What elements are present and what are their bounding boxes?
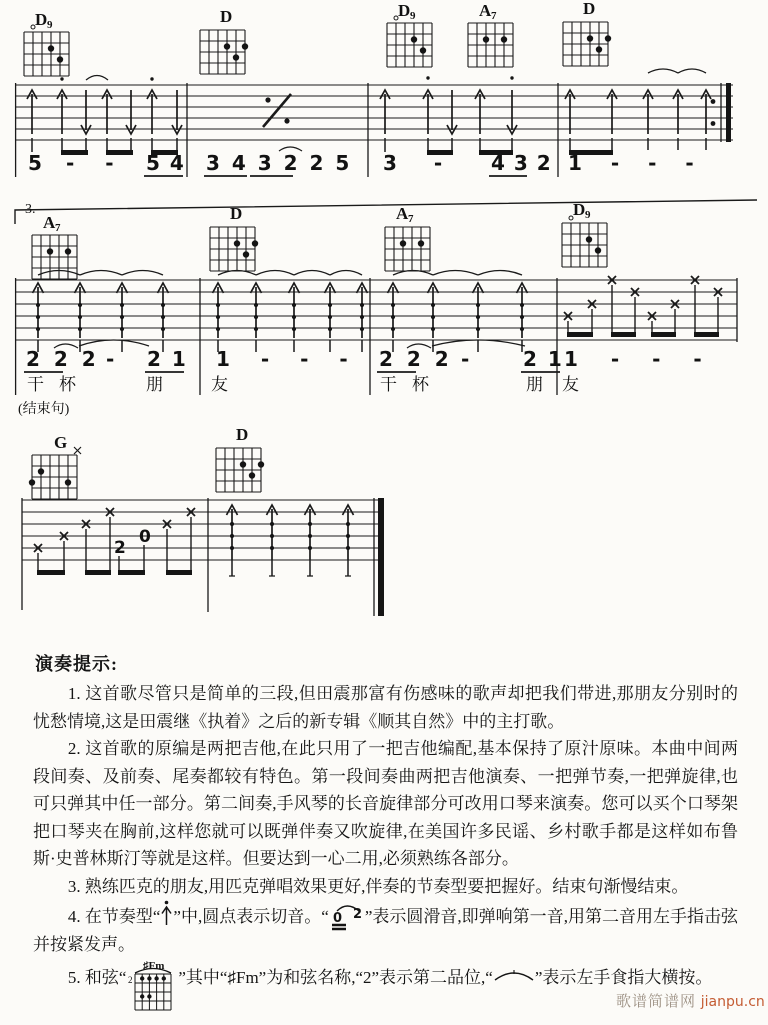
tab-system-3 bbox=[0, 420, 768, 645]
fm-chord-name: ♯Fm bbox=[227, 967, 259, 987]
tip-3: 3. 熟练匹克的朋友,用匹克弹唱效果更好,伴奏的节奏型要把握好。结束句渐慢结束。 bbox=[67, 876, 689, 896]
tip-1: 1. 这首歌尽管只是简单的三段,但田震那富有伤感味的歌声却把我们带进,那朋友分别时的忧愁情境,这是田震继《执着》之后的新专辑《顺其自然》中的主打歌。 bbox=[33, 684, 738, 731]
chord-label-sub: 7 bbox=[491, 10, 497, 22]
jianpu-measure: 3 4 3 2 2 5 bbox=[206, 151, 350, 175]
staff-lines bbox=[15, 85, 733, 140]
jianpu-numbers-row2 bbox=[24, 340, 702, 372]
lyric: 朋 bbox=[146, 375, 163, 394]
tip-4-text: 4. 在节奏型“ bbox=[67, 907, 161, 926]
tip-5-text: ”其中“ bbox=[178, 967, 228, 987]
tip-4 bbox=[33, 900, 738, 959]
tip-4-text: ”表示圆滑音,即弹响第一音,用第二音用左手指击弦并按紧发声。 bbox=[33, 907, 739, 954]
repeat-measure-sign bbox=[263, 94, 291, 127]
chord-label: D bbox=[230, 204, 243, 223]
slur-first-note: 0 bbox=[332, 911, 342, 926]
chord-diagram-d bbox=[210, 204, 258, 271]
chord-diagram-d bbox=[216, 425, 264, 492]
tie-arc bbox=[218, 271, 362, 276]
fret-position-label: 2 bbox=[128, 974, 133, 985]
jianpu-measure: 2 2 2 bbox=[379, 347, 449, 371]
strum-pattern-m4 bbox=[565, 69, 711, 155]
repeat-dot bbox=[711, 99, 716, 104]
staff-lines bbox=[22, 500, 384, 560]
jianpu-measure: - - bbox=[66, 151, 114, 175]
tie-arc bbox=[38, 271, 163, 276]
lyrics-row bbox=[27, 375, 579, 394]
chord-label: D bbox=[573, 200, 586, 219]
lyric: 友 bbox=[211, 375, 228, 394]
lyric: 干 bbox=[27, 375, 44, 394]
performance-tips-section bbox=[33, 650, 738, 1021]
strum-pattern-m3 bbox=[380, 76, 517, 155]
watermark-site-name: 歌谱简谱网 bbox=[616, 994, 697, 1010]
tie-arc bbox=[86, 76, 108, 81]
lyric: 干 bbox=[380, 375, 397, 394]
picking-pattern-m1 bbox=[34, 508, 195, 575]
repeat-dot bbox=[711, 121, 716, 126]
watermark bbox=[616, 990, 765, 1011]
tips-heading: 演奏提示: bbox=[35, 654, 118, 674]
jianpu-measure: 4 3 2 bbox=[491, 151, 551, 175]
jianpu-measure: 5 4 bbox=[146, 151, 184, 175]
fm-chord-diagram bbox=[126, 959, 178, 1021]
lyric: 友 bbox=[562, 375, 579, 394]
jianpu-measure: 2 1 bbox=[147, 347, 186, 371]
staccato-dot bbox=[426, 76, 429, 79]
jianpu-measure: - bbox=[461, 347, 470, 371]
chord-label-sub: 7 bbox=[55, 222, 61, 234]
staff-lines bbox=[15, 280, 737, 340]
lyric: 杯 bbox=[59, 375, 76, 394]
tie-arc bbox=[648, 69, 706, 73]
chord-diagram-a7 bbox=[468, 1, 513, 67]
slur-notation-icon bbox=[329, 901, 365, 931]
staccato-dot bbox=[60, 77, 63, 80]
jianpu-measure: 1 - - - bbox=[564, 347, 702, 371]
tab-fret-number: 0 bbox=[139, 527, 151, 547]
jianpu-measure: 2 1 bbox=[523, 347, 562, 371]
chord-label-sub: 7 bbox=[408, 213, 414, 225]
volta-label: 3. bbox=[25, 202, 36, 217]
chord-diagram-d9 bbox=[387, 1, 432, 67]
ending-phrase-label: (结束句) bbox=[18, 402, 70, 417]
chord-label: D bbox=[236, 425, 249, 444]
chord-label-sub: 9 bbox=[585, 209, 591, 221]
watermark-site-url: jianpu.cn bbox=[700, 994, 765, 1010]
chord-label: D bbox=[583, 0, 596, 18]
volta-bracket bbox=[15, 200, 757, 224]
staccato-dot bbox=[510, 76, 513, 79]
barre-symbol-icon bbox=[493, 969, 535, 982]
tip-2: 2. 这首歌的原编是两把吉他,在此只用了一把吉他编配,基本保持了原汁原味。本曲中间两段间奏、及前奏、尾奏都较有特色。第一段间奏曲两把吉他演奏、一把弹节奏,一把弹旋律,也可只弹其中任一部分。第二间奏,手风琴的长音旋律部分可改用口琴来演奏。您可以买个口琴架把口琴夹在胸前,这样您就可以既弹伴奏又吹旋律,在美国许多民谣、乡村歌手都是这样如布鲁斯·史普林斯汀等就是这样。但要达到一心二用,必须熟练各部分。 bbox=[33, 739, 738, 868]
tip-5-text: ”为和弦名称,“2”表示第二品位,“ bbox=[258, 967, 493, 987]
chord-diagram-a7 bbox=[32, 213, 77, 279]
jianpu-measure: - bbox=[106, 347, 115, 371]
jianpu-measure: 3 - bbox=[383, 151, 443, 175]
jianpu-measure: 1 - - - bbox=[216, 347, 348, 371]
barlines bbox=[22, 498, 384, 616]
chord-label: A bbox=[479, 1, 492, 20]
chord-label: D bbox=[35, 10, 48, 29]
tab-system-2 bbox=[0, 185, 768, 420]
chord-label: D bbox=[398, 1, 411, 20]
tip-4-text: ”中,圆点表示切音。“ bbox=[173, 907, 329, 926]
chord-diagram-d bbox=[200, 7, 248, 74]
lyric: 杯 bbox=[412, 375, 429, 394]
chord-label: ♯Fm bbox=[143, 959, 165, 972]
strum-pattern-m1 bbox=[27, 76, 182, 156]
chord-label: A bbox=[43, 213, 56, 232]
tip-5-text: ”表示左手食指大横按。 bbox=[534, 967, 713, 987]
tab-fret-number: 2 bbox=[114, 538, 126, 558]
chord-diagram-g bbox=[29, 433, 81, 499]
jianpu-measure: 5 bbox=[28, 151, 42, 175]
jianpu-measure: 1 - - - bbox=[568, 151, 694, 175]
jianpu-measure: 2 2 2 bbox=[26, 347, 96, 371]
tip-5-text: 5. 和弦“ bbox=[67, 967, 127, 987]
chord-label: D bbox=[220, 7, 233, 26]
chord-label: G bbox=[54, 433, 68, 452]
chord-diagram-d9 bbox=[24, 10, 69, 76]
lyric: 朋 bbox=[526, 375, 543, 394]
slur-second-note: 2 bbox=[352, 907, 362, 922]
chord-diagram-d bbox=[563, 0, 611, 66]
chord-label: A bbox=[396, 204, 409, 223]
chord-label-sub: 9 bbox=[410, 10, 416, 22]
chord-diagram-d9 bbox=[562, 200, 607, 267]
chord-diagram-a7 bbox=[385, 204, 430, 271]
chord-label-sub: 9 bbox=[47, 19, 53, 31]
strum-arrow-with-dot-icon bbox=[160, 900, 173, 926]
strum-pattern-m2 bbox=[227, 505, 354, 576]
mute-string-mark bbox=[74, 447, 81, 454]
staccato-dot bbox=[150, 77, 153, 80]
